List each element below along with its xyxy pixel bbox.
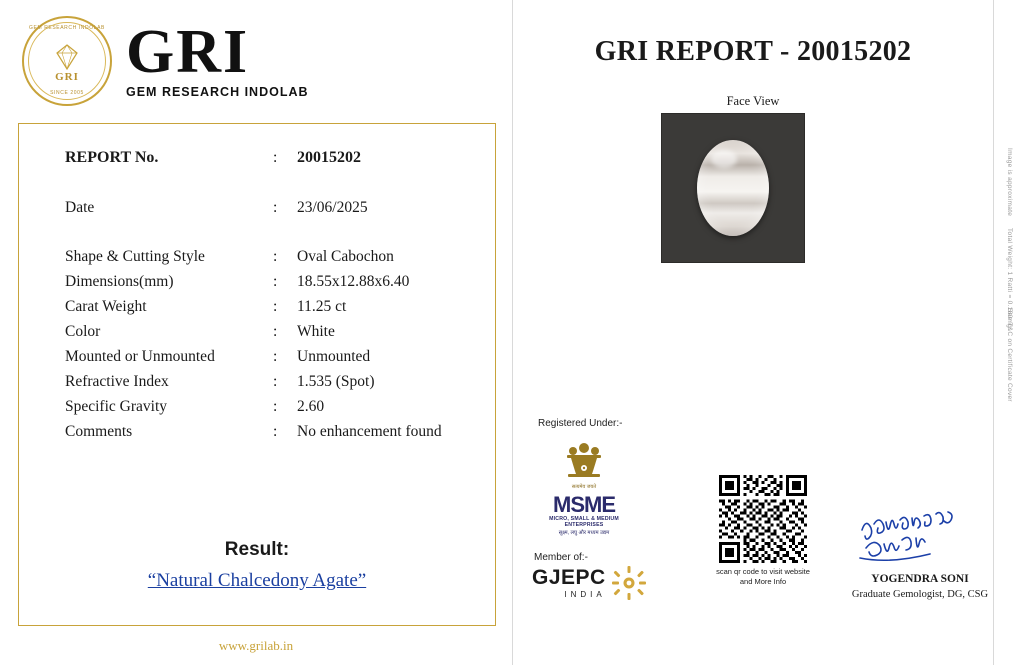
ashoka-emblem-icon <box>561 438 607 494</box>
qr-caption-line2: and More Info <box>739 577 787 587</box>
qr-code[interactable] <box>719 475 807 563</box>
gri-seal-icon <box>22 16 112 106</box>
side-note-weight: Total Weight: 1 Ratti = 0.180mg <box>1006 228 1013 329</box>
gjepc-sun-icon <box>612 566 646 600</box>
gjepc-logo <box>532 566 646 600</box>
row-label: Color <box>65 323 101 340</box>
side-note-image: Image is approximate <box>1006 148 1013 217</box>
seal-bottom-text: SINCE 2005 <box>50 90 84 96</box>
table-row <box>65 373 375 391</box>
row-label: Date <box>65 199 95 216</box>
row-colon: : <box>273 248 278 265</box>
row-label: Specific Gravity <box>65 398 168 415</box>
table-row <box>65 273 409 291</box>
emblem-caption: सत्यमेव जयते <box>571 484 597 490</box>
certificate-details-box <box>18 123 496 626</box>
row-value: 11.25 ct <box>297 298 347 315</box>
brand-header <box>22 16 309 106</box>
row-value: 18.55x12.88x6.40 <box>297 273 410 290</box>
row-colon: : <box>273 199 278 216</box>
row-value: 23/06/2025 <box>297 199 368 216</box>
result-value: “Natural Chalcedony Agate” <box>147 570 367 591</box>
msme-wordmark: MSME <box>553 492 615 517</box>
table-row <box>65 199 368 217</box>
table-row <box>65 348 370 366</box>
row-label: Carat Weight <box>65 298 147 315</box>
row-label: Dimensions(mm) <box>65 273 174 290</box>
registered-under-label: Registered Under:- <box>538 418 623 429</box>
brand-subtitle: GEM RESEARCH INDOLAB <box>126 85 309 100</box>
row-colon: : <box>273 348 278 365</box>
gjepc-wordmark: GJEPC <box>532 566 606 589</box>
side-note-terms: See T&C on Certificate Cover <box>1006 308 1013 402</box>
msme-logo <box>534 438 634 536</box>
signatory-name: YOGENDRA SONI <box>871 573 969 585</box>
result-title: Result: <box>224 539 290 560</box>
msme-subtitle-en: MICRO, SMALL & MEDIUM ENTERPRISES <box>549 516 619 528</box>
table-row <box>65 248 394 266</box>
brand-name: GRI <box>126 18 250 87</box>
table-row <box>65 323 335 341</box>
brand-wordmark <box>126 18 309 100</box>
msme-subtitle-hi: सूक्ष्म, लघु और मध्यम उद्यम <box>558 530 610 536</box>
row-label: Comments <box>65 423 133 440</box>
row-colon: : <box>273 373 278 390</box>
row-colon: : <box>273 298 278 315</box>
row-value: No enhancement found <box>297 423 442 440</box>
row-label: Shape & Cutting Style <box>65 248 205 265</box>
website-link[interactable]: www.grilab.in <box>218 638 294 653</box>
row-value: 2.60 <box>297 398 325 415</box>
seal-top-text: GEM RESEARCH INDOLAB <box>29 25 105 31</box>
signatory-role: Graduate Gemologist, DG, CSG <box>851 589 989 600</box>
row-value: White <box>297 323 335 340</box>
gjepc-country: INDIA <box>564 590 606 599</box>
qr-caption-line1: scan qr code to visit website <box>716 567 810 576</box>
row-label: Refractive Index <box>65 373 169 390</box>
table-row <box>65 398 324 416</box>
row-value: Unmounted <box>297 348 371 365</box>
table-row <box>65 423 442 441</box>
table-row <box>65 149 361 167</box>
gemstone-photo <box>661 113 805 263</box>
row-value: 20015202 <box>297 149 361 166</box>
table-row <box>65 298 346 316</box>
row-colon: : <box>273 273 278 290</box>
row-label: REPORT No. <box>65 149 159 166</box>
row-value: 1.535 (Spot) <box>297 373 375 390</box>
signature-image <box>856 508 976 568</box>
face-view-label: Face View <box>726 94 780 108</box>
right-edge-divider <box>993 0 994 665</box>
qr-caption <box>693 567 833 587</box>
row-value: Oval Cabochon <box>297 248 394 265</box>
gemstone-image <box>697 140 769 236</box>
row-label: Mounted or Unmounted <box>65 348 215 365</box>
row-colon: : <box>273 149 278 166</box>
row-colon: : <box>273 423 278 440</box>
row-colon: : <box>273 323 278 340</box>
row-colon: : <box>273 398 278 415</box>
page-title: GRI REPORT - 20015202 <box>594 36 912 67</box>
member-of-label: Member of:- <box>534 552 588 563</box>
seal-gem-icon <box>54 44 80 70</box>
seal-initials: GRI <box>55 71 79 83</box>
ashoka-emblem-svg <box>562 438 606 488</box>
